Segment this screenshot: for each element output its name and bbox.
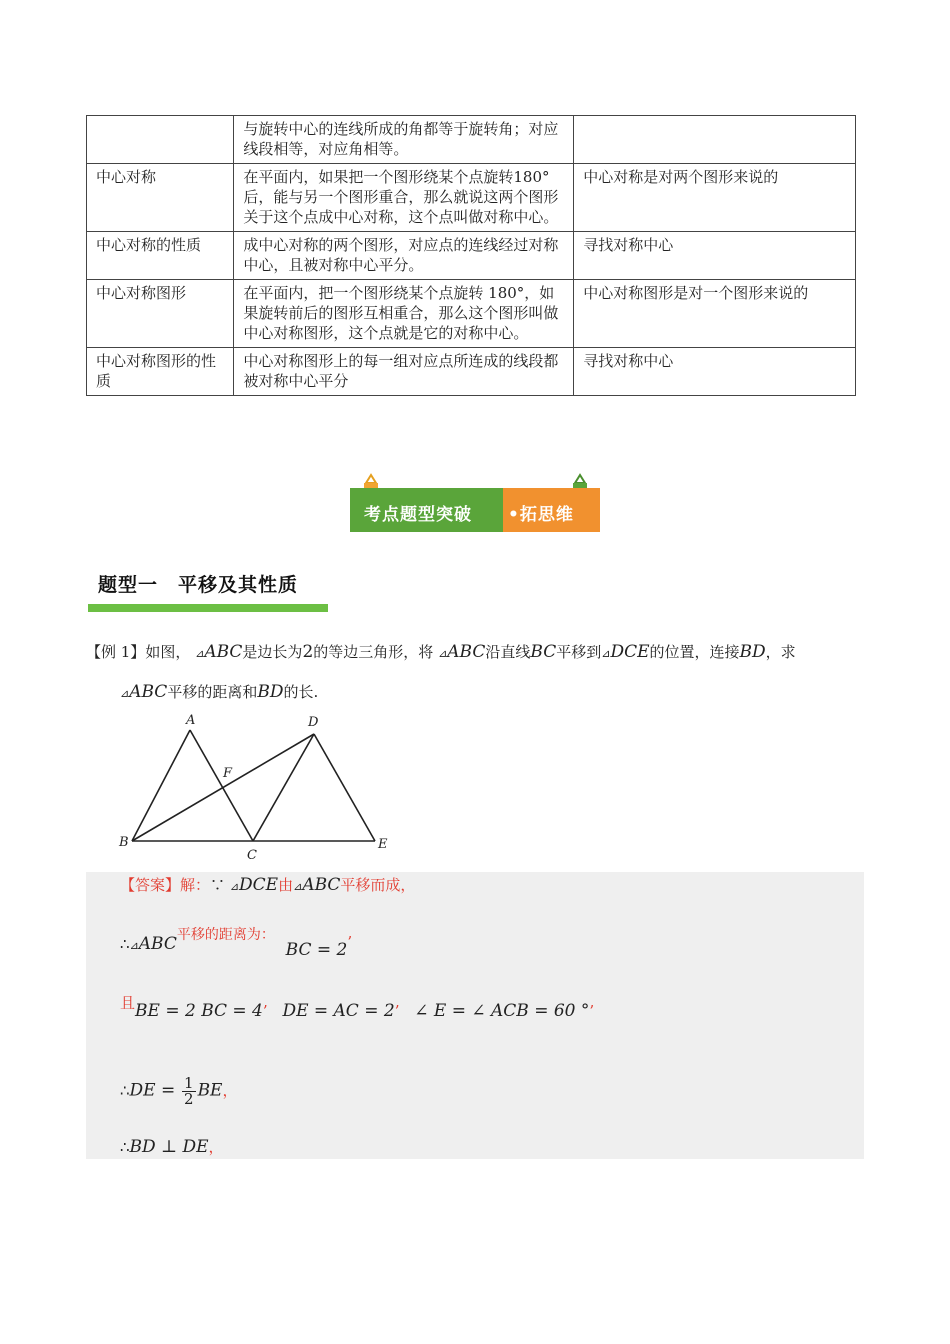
math-equation: DE = <box>129 1080 176 1101</box>
comma-mark: ’ <box>262 1002 268 1020</box>
answer-text: 解： <box>180 876 211 894</box>
math-number: 2 <box>302 642 314 662</box>
answer-line-4 <box>120 1076 237 1107</box>
triangle-symbol: ⊿ <box>129 939 139 952</box>
table-cell-term: 中心对称 <box>87 164 234 232</box>
problem-text: 的等边三角形，将 <box>313 643 434 661</box>
math-bc: BC <box>530 642 557 662</box>
comma-mark: ， <box>208 1138 224 1156</box>
math-equation: BD ⊥ DE <box>129 1137 209 1157</box>
table-row <box>87 116 856 164</box>
problem-text: 的位置，连接 <box>649 643 740 661</box>
segment-ac <box>190 730 253 841</box>
triangle-symbol: ⊿ <box>601 647 611 660</box>
problem-line-2 <box>86 680 876 706</box>
answer-text: 由 <box>278 876 294 894</box>
label-a: A <box>186 713 196 728</box>
math-equation: BE <box>197 1080 223 1101</box>
triangle-symbol: ⊿ <box>229 880 240 893</box>
comma-mark: ’ <box>394 1002 400 1020</box>
table-cell-term: 中心对称图形 <box>87 280 234 348</box>
table-cell-term: 中心对称图形的性质 <box>87 348 234 396</box>
math-equation: ∠ E = ∠ ACB = 60 ° <box>414 1001 590 1021</box>
label-c: C <box>247 848 257 863</box>
section-heading <box>98 570 298 597</box>
math-bd: BD <box>739 642 766 662</box>
therefore-symbol: ∴ <box>120 1081 130 1100</box>
comma-mark: ’ <box>347 933 353 951</box>
problem-text: 的长. <box>283 683 319 701</box>
table-cell-note: 中心对称是对两个图形来说的 <box>574 164 856 232</box>
label-f: F <box>223 766 233 781</box>
math-dce: DCE <box>239 875 279 895</box>
answer-text: 且 <box>120 994 136 1012</box>
math-dce: DCE <box>610 642 650 662</box>
math-abc: ABC <box>129 682 168 702</box>
table-cell-definition: 在平面内，如果把一个图形绕某个点旋转180°后，能与另一个图形重合，那么就说这两个图形关于这个点成中心对称，这个点叫做对称中心。 <box>234 164 574 232</box>
table-cell-definition: 成中心对称的两个图形，对应点的连线经过对称中心，且被对称中心平分。 <box>234 232 574 280</box>
fraction-denominator: 2 <box>184 1090 194 1108</box>
table-row <box>87 348 856 396</box>
table-row <box>87 232 856 280</box>
triangle-symbol: ⊿ <box>195 647 205 660</box>
math-abc: ABC <box>204 642 243 662</box>
problem-text: 平移到 <box>556 643 602 661</box>
math-equation: BE = 2 BC = 4 <box>135 1001 263 1021</box>
math-equation: BC = 2 <box>285 940 348 960</box>
problem-line-1 <box>86 640 876 666</box>
answer-text: 平移的距离为： <box>176 927 275 943</box>
because-symbol: ∵ <box>210 876 226 894</box>
section-label: 题型一 <box>98 574 159 596</box>
math-bd: BD <box>257 682 284 702</box>
example-problem <box>86 640 876 706</box>
table-row <box>87 164 856 232</box>
section-underline <box>88 604 328 612</box>
table-row <box>87 280 856 348</box>
problem-text: ，求 <box>765 643 796 661</box>
fraction-numerator: 1 <box>184 1074 194 1092</box>
banner-right-text: •拓思维 <box>508 505 574 525</box>
triangle-symbol: ⊿ <box>293 880 303 893</box>
answer-tag: 【答案】 <box>120 876 181 894</box>
answer-line-1 <box>120 874 415 895</box>
label-e: E <box>378 837 388 852</box>
therefore-symbol: ∴ <box>120 935 130 953</box>
example-tag: 【例 1】 <box>86 643 146 661</box>
table-cell-definition: 在平面内，把一个图形绕某个点旋转 180°，如果旋转前后的图形互相重合，那么这个图形叫做中心对称图形，这个点就是它的对称中心。 <box>234 280 574 348</box>
problem-text: 沿直线 <box>485 643 531 661</box>
comma-mark: ， <box>222 1081 238 1100</box>
banner-left-text: 考点题型突破 <box>364 505 472 525</box>
triangle-symbol: ⊿ <box>120 687 130 700</box>
comma-mark: ’ <box>589 1002 595 1020</box>
table-cell-definition: 与旋转中心的连线所成的角都等于旋转角；对应线段相等，对应角相等。 <box>234 116 574 164</box>
problem-text: 如图， <box>145 643 191 661</box>
problem-text: 是边长为 <box>242 643 303 661</box>
answer-text: 平移而成， <box>340 876 416 894</box>
table-cell-note <box>574 116 856 164</box>
table-cell-note: 中心对称图形是对一个图形来说的 <box>574 280 856 348</box>
label-d: D <box>308 715 319 730</box>
table-cell-term <box>87 116 234 164</box>
triangle-symbol: ⊿ <box>438 647 448 660</box>
math-abc: ABC <box>302 875 341 895</box>
section-banner <box>350 470 600 534</box>
segment-de <box>314 734 375 841</box>
geometry-figure <box>110 710 400 865</box>
answer-box <box>86 872 864 1159</box>
fraction <box>182 1076 196 1107</box>
table-cell-note: 寻找对称中心 <box>574 348 856 396</box>
math-equation: DE = AC = 2 <box>282 1001 395 1021</box>
answer-line-2 <box>120 927 353 960</box>
math-abc: ABC <box>447 642 486 662</box>
properties-table <box>86 115 856 396</box>
table-cell-term: 中心对称的性质 <box>87 232 234 280</box>
section-title-text: 平移及其性质 <box>178 574 299 596</box>
math-abc: ABC <box>138 934 177 954</box>
answer-line-3 <box>120 994 595 1021</box>
table-cell-note: 寻找对称中心 <box>574 232 856 280</box>
therefore-symbol: ∴ <box>120 1138 130 1156</box>
segment-cd <box>253 734 314 841</box>
table-cell-definition: 中心对称图形上的每一组对应点所连成的线段都被对称中心平分 <box>234 348 574 396</box>
label-b: B <box>119 835 129 850</box>
problem-text: 平移的距离和 <box>167 683 258 701</box>
answer-line-5 <box>120 1136 224 1157</box>
